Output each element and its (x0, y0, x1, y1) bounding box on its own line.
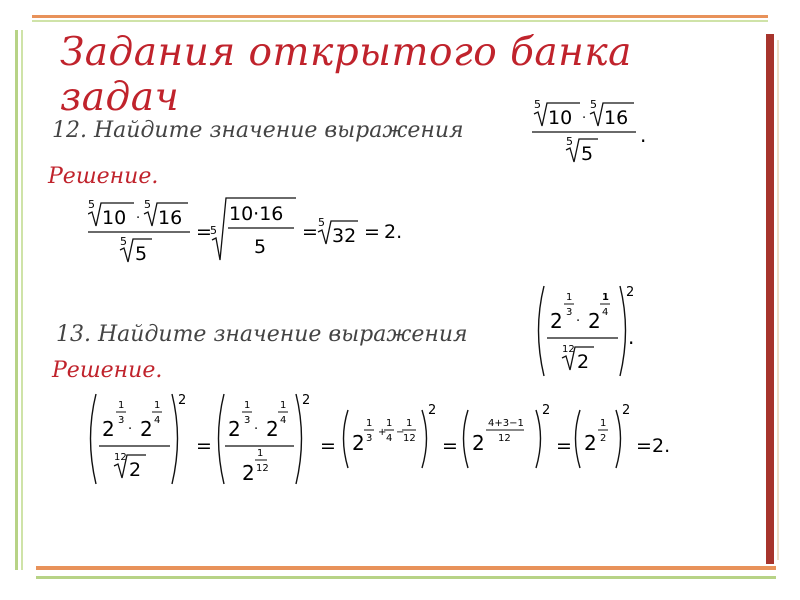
svg-text:4: 4 (280, 415, 287, 426)
svg-text:4+3−1: 4+3−1 (488, 418, 524, 429)
svg-text:=: = (556, 435, 572, 457)
svg-text:1: 1 (366, 418, 373, 429)
radicand: 16 (604, 107, 629, 129)
svg-text:3: 3 (566, 307, 573, 318)
svg-text:2: 2 (129, 459, 142, 481)
svg-text:·: · (254, 422, 259, 437)
svg-text:12: 12 (114, 452, 127, 463)
svg-text:1: 1 (386, 418, 393, 429)
svg-text:·: · (128, 422, 133, 437)
radicand: 10 (102, 207, 127, 229)
root-index: 5 (210, 224, 217, 237)
svg-text:12: 12 (256, 463, 269, 474)
base: 2 (588, 309, 601, 333)
svg-text:1: 1 (244, 400, 251, 411)
svg-text:1: 1 (600, 418, 607, 429)
svg-text:1: 1 (602, 292, 609, 303)
root-index: 5 (566, 135, 573, 148)
radicand: 32 (332, 225, 357, 247)
root-index: 5 (88, 198, 95, 211)
period: . (640, 123, 647, 147)
svg-text:1: 1 (118, 400, 125, 411)
answer: 2. (652, 435, 671, 457)
problem-12-prompt: 12. Найдите значение выражения (52, 118, 464, 143)
svg-text:2: 2 (577, 351, 590, 373)
equals-sign: = (364, 221, 380, 243)
radicand: 5 (581, 143, 594, 165)
frame-left-line-inner (21, 30, 23, 570)
root-index: 5 (590, 98, 597, 111)
problem-13-prompt: 13. Найдите значение выражения (56, 322, 468, 347)
fraction-numerator: 10·16 (229, 203, 284, 225)
svg-text:2: 2 (102, 417, 115, 441)
svg-text:1: 1 (154, 400, 161, 411)
svg-text:2: 2 (242, 461, 255, 485)
period: . (628, 325, 635, 349)
svg-text:4: 4 (386, 433, 393, 444)
equals-sign: = (302, 221, 318, 243)
frame-top-line-inner (32, 20, 768, 22)
svg-text:2: 2 (266, 417, 279, 441)
svg-text:1: 1 (566, 292, 573, 303)
svg-text:1: 1 (406, 418, 413, 429)
radicand: 5 (135, 243, 148, 264)
slide-title: Задания открытого банка задач (60, 30, 632, 120)
svg-text:2: 2 (352, 431, 365, 455)
svg-text:4: 4 (154, 415, 161, 426)
svg-text:1: 1 (257, 448, 264, 459)
problem-12-solution-label: Решение. (48, 164, 159, 189)
svg-text:2: 2 (228, 417, 241, 441)
fraction-denominator: 5 (254, 236, 267, 258)
svg-text:2: 2 (178, 393, 187, 408)
root-index: 5 (534, 98, 541, 111)
frame-right-line (777, 40, 779, 560)
svg-text:=: = (196, 435, 212, 457)
svg-text:+: + (378, 427, 387, 438)
frame-bottom-line (36, 566, 776, 570)
svg-text:2: 2 (140, 417, 153, 441)
equals-sign: = (196, 221, 212, 243)
svg-text:2: 2 (472, 431, 485, 455)
svg-text:2: 2 (622, 403, 631, 418)
frame-right-bar (766, 34, 774, 564)
frame-left-line (15, 30, 18, 570)
problem-13-expression (532, 280, 652, 382)
svg-text:2: 2 (302, 393, 311, 408)
svg-text:12: 12 (403, 433, 416, 444)
base: 2 (550, 309, 563, 333)
radicand: 10 (548, 107, 573, 129)
multiply-dot: · (576, 314, 581, 329)
svg-text:1: 1 (280, 400, 287, 411)
problem-13-solution-steps (84, 388, 684, 494)
svg-text:12: 12 (498, 433, 511, 444)
root-index: 5 (318, 216, 325, 229)
svg-text:3: 3 (244, 415, 251, 426)
problem-12-expression (530, 98, 650, 166)
svg-text:=: = (320, 435, 336, 457)
radicand: 16 (158, 207, 183, 229)
frame-top-line (32, 15, 768, 18)
root-index: 5 (120, 235, 127, 248)
svg-text:2: 2 (428, 403, 437, 418)
svg-text:2: 2 (600, 433, 607, 444)
root-index: 12 (562, 344, 575, 355)
answer: 2. (384, 221, 403, 243)
svg-text:2: 2 (584, 431, 597, 455)
svg-text:2: 2 (542, 403, 551, 418)
svg-text:−: − (396, 427, 405, 438)
root-index: 5 (144, 198, 151, 211)
svg-text:4: 4 (602, 307, 609, 318)
problem-13-solution-label: Решение. (52, 358, 163, 383)
svg-text:3: 3 (366, 433, 373, 444)
svg-text:3: 3 (118, 415, 125, 426)
outer-exponent: 2 (626, 285, 635, 300)
problem-12-solution-steps (88, 194, 428, 264)
svg-text:=: = (442, 435, 458, 457)
svg-text:=: = (636, 435, 652, 457)
frame-bottom-line-inner (36, 576, 776, 579)
multiply-dot: · (582, 111, 587, 126)
multiply-dot: · (136, 211, 141, 226)
